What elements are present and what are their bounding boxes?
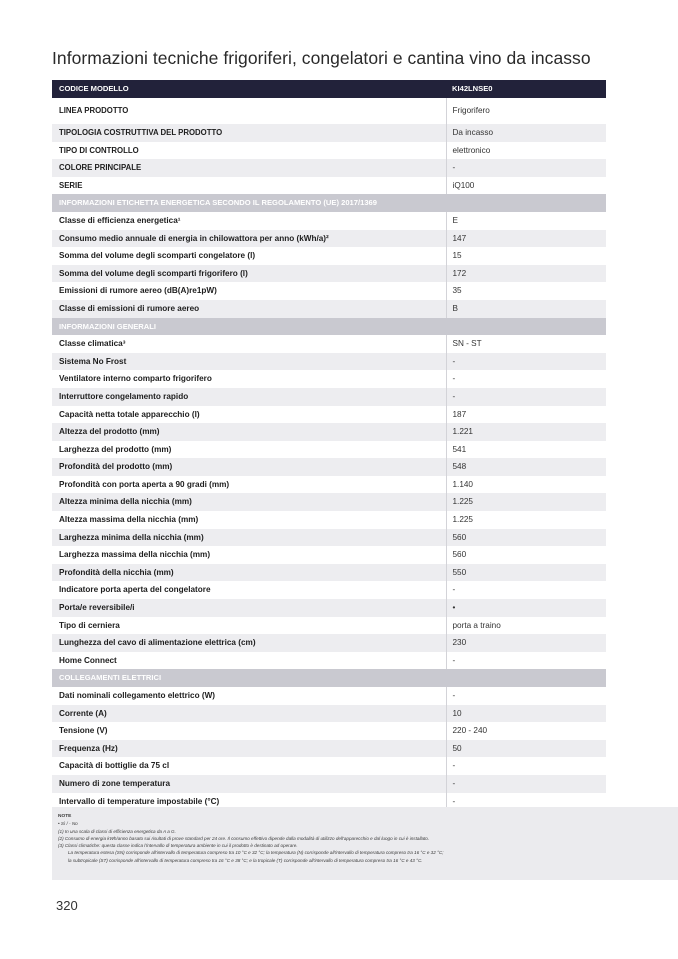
note-line: (3) Classi climatiche: questa classe indica l'intervallo di temperatura ambiente in cui il prodotto è destinato ad operare. (58, 843, 298, 849)
spec-value: elettronico (446, 142, 606, 160)
spec-label: SERIE (59, 180, 83, 190)
section-header-row (52, 194, 606, 212)
table-row (52, 98, 606, 124)
table-row (52, 212, 606, 230)
table-row (52, 406, 606, 424)
spec-value: - (446, 581, 606, 599)
spec-value: 1.225 (446, 511, 606, 529)
table-row (52, 370, 606, 388)
table-row (52, 581, 606, 599)
spec-value: 10 (446, 705, 606, 723)
note-line: (2) Consumo di energia kWh/anno basato sui risultati di prove standard per 24 ore. Il consumo effettivo dipende dalla modalità di utilizzo dell'apparecchio e dal luogo in cui è installato. (58, 835, 430, 841)
spec-value: - (446, 687, 606, 705)
spec-value: Da incasso (446, 124, 606, 142)
table-row (52, 458, 606, 476)
table-row (52, 687, 606, 705)
spec-label: Lunghezza del cavo di alimentazione elettrica (cm) (52, 634, 446, 652)
table-row (52, 740, 606, 758)
spec-label: Ventilatore interno comparto frigorifero (59, 374, 212, 384)
spec-label: Indicatore porta aperta del congelatore (59, 585, 211, 595)
spec-value: Frigorifero (446, 98, 606, 124)
note-line: La temperatura estesa (SN) corrisponde all'intervallo di temperatura compreso tra 10 °C e 32 °C; la temperatura (N) corrisponde all'intervallo di temperatura compreso tra 16 °C e 32 °C; (68, 850, 444, 856)
table-row (52, 423, 606, 441)
spec-value: 50 (446, 740, 606, 758)
page-title: Informazioni tecniche frigoriferi, congelatori e cantina vino da incasso (52, 48, 591, 68)
spec-label: Altezza del prodotto (mm) (52, 423, 446, 441)
table-row (52, 247, 606, 265)
spec-value: 230 (446, 634, 606, 652)
table-row (52, 177, 606, 195)
spec-table-body (52, 80, 606, 810)
spec-label: Interruttore congelamento rapido (52, 388, 446, 406)
spec-value: E (446, 212, 606, 230)
note-line: la subtropicale (ST) corrisponde all'intervallo di temperatura compreso tra 16 °C e 38 °C; e la tropicale (T) corrisponde all'intervallo di temperatura compreso tra 16 °C e 43 °C. (68, 857, 423, 863)
table-row (52, 511, 606, 529)
table-row (52, 335, 606, 353)
note-line: (1) In una scala di classi di efficienza energetica da A a G. (58, 828, 176, 834)
spec-label: Capacità di bottiglie da 75 cl (59, 761, 170, 771)
page-number: 320 (56, 898, 78, 913)
table-row (52, 599, 606, 617)
spec-label: Classe di emissioni di rumore aereo (52, 300, 446, 318)
spec-label: Altezza massima della nicchia (mm) (59, 515, 199, 525)
spec-value: 541 (446, 441, 606, 459)
table-row (52, 652, 606, 670)
spec-value: SN - ST (446, 335, 606, 353)
header-model-code: KI42LNSE0 (446, 80, 606, 98)
spec-label: Tensione (V) (59, 726, 108, 736)
spec-label: Profondità del prodotto (mm) (52, 458, 446, 476)
spec-value: 548 (446, 458, 606, 476)
spec-value: 550 (446, 564, 606, 582)
table-row (52, 353, 606, 371)
spec-label: Larghezza massima della nicchia (mm) (59, 550, 211, 560)
table-row (52, 124, 606, 142)
spec-label: Dati nominali collegamento elettrico (W) (59, 691, 216, 700)
spec-label: TIPO DI CONTROLLO (59, 145, 139, 155)
spec-label: Intervallo di temperature impostabile (°C) (59, 796, 220, 806)
spec-label: Classe di efficienza energetica¹ (59, 215, 181, 225)
table-row (52, 388, 606, 406)
spec-value: 35 (446, 282, 606, 300)
table-row (52, 564, 606, 582)
spec-value: - (446, 370, 606, 388)
spec-label: Larghezza minima della nicchia (mm) (52, 529, 446, 547)
spec-value: porta a traino (446, 617, 606, 635)
table-header-row (52, 80, 606, 98)
spec-value: - (446, 159, 606, 177)
spec-value: 15 (446, 247, 606, 265)
spec-label: Sistema No Frost (52, 353, 446, 371)
spec-value: - (446, 775, 606, 793)
header-label: CODICE MODELLO (52, 80, 446, 98)
spec-value: • (446, 599, 606, 617)
spec-value: - (446, 353, 606, 371)
table-row (52, 634, 606, 652)
spec-value: 560 (446, 546, 606, 564)
table-row (52, 476, 606, 494)
table-row (52, 775, 606, 793)
notes-lines (58, 820, 678, 864)
table-row (52, 529, 606, 547)
section-header-row (52, 669, 606, 687)
spec-label: Frequenza (Hz) (52, 740, 446, 758)
table-row (52, 265, 606, 283)
spec-label: Profondità con porta aperta a 90 gradi (mm) (59, 479, 230, 489)
table-row (52, 142, 606, 160)
spec-label: Somma del volume degli scomparti frigorifero (l) (52, 265, 446, 283)
table-row (52, 282, 606, 300)
spec-label: Somma del volume degli scomparti congelatore (l) (59, 251, 256, 261)
spec-label: TIPOLOGIA COSTRUTTIVA DEL PRODOTTO (52, 124, 446, 142)
spec-value: 147 (446, 230, 606, 248)
spec-label: Porta/e reversibile/i (52, 599, 446, 617)
spec-label: Home Connect (59, 655, 117, 665)
spec-value: - (446, 757, 606, 775)
spec-label: COLORE PRINCIPALE (52, 159, 446, 177)
spec-label: Tipo di cerniera (59, 620, 120, 630)
spec-value: 1.221 (446, 423, 606, 441)
note-line: • Sì / - No (58, 821, 78, 827)
notes-box (52, 807, 678, 880)
table-row (52, 230, 606, 248)
spec-value: 172 (446, 265, 606, 283)
section-header-label: INFORMAZIONI GENERALI (52, 318, 606, 336)
spec-value: 1.140 (446, 476, 606, 494)
spec-value: - (446, 652, 606, 670)
spec-label: Larghezza del prodotto (mm) (59, 444, 172, 454)
spec-label: Classe climatica³ (59, 339, 126, 349)
spec-label: Consumo medio annuale di energia in chilowattora per anno (kWh/a)² (52, 230, 446, 248)
spec-value: 1.225 (446, 493, 606, 511)
notes-title: NOTE (58, 814, 72, 819)
spec-table (52, 80, 606, 810)
table-row (52, 705, 606, 723)
spec-value: iQ100 (446, 177, 606, 195)
section-header-label: INFORMAZIONI ETICHETTA ENERGETICA SECONDO IL REGOLAMENTO (UE) 2017/1369 (52, 194, 606, 212)
spec-label: Numero di zone temperatura (52, 775, 446, 793)
spec-label: Emissioni di rumore aereo (dB(A)re1pW) (59, 286, 217, 296)
table-row (52, 722, 606, 740)
spec-label: LINEA PRODOTTO (59, 106, 129, 115)
table-row (52, 757, 606, 775)
table-row (52, 493, 606, 511)
spec-value: - (446, 388, 606, 406)
table-row (52, 617, 606, 635)
spec-label: Altezza minima della nicchia (mm) (52, 493, 446, 511)
spec-value: 220 - 240 (446, 722, 606, 740)
spec-label: Corrente (A) (52, 705, 446, 723)
table-row (52, 159, 606, 177)
spec-value: B (446, 300, 606, 318)
spec-value: 187 (446, 406, 606, 424)
spec-value: - (446, 793, 606, 811)
table-row (52, 441, 606, 459)
spec-value: 560 (446, 529, 606, 547)
section-header-label: COLLEGAMENTI ELETTRICI (52, 669, 606, 687)
table-row (52, 300, 606, 318)
spec-label: Profondità della nicchia (mm) (52, 564, 446, 582)
spec-label: Capacità netta totale apparecchio (l) (59, 409, 200, 419)
table-row (52, 546, 606, 564)
section-header-row (52, 318, 606, 336)
